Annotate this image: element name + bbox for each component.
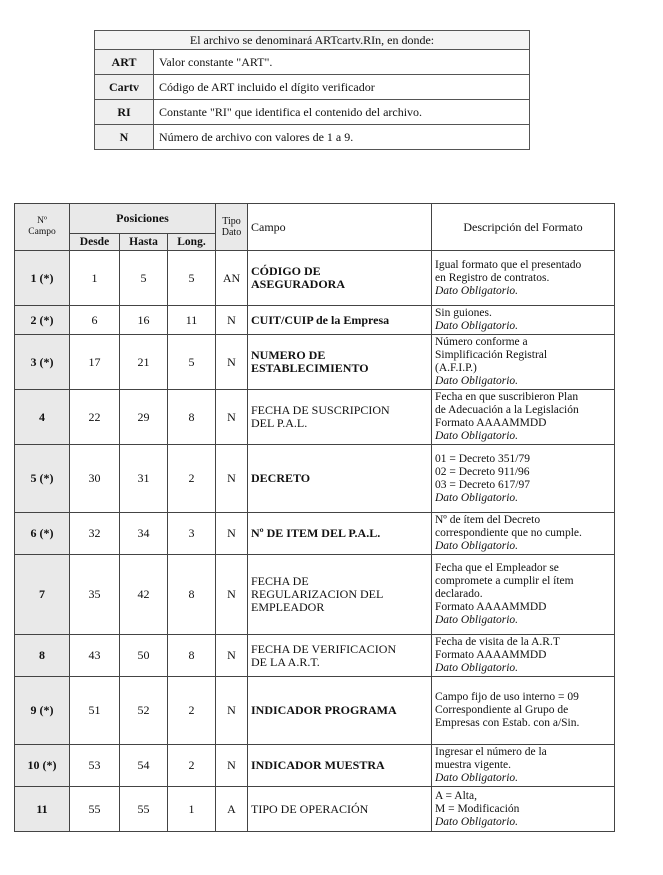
field-name-line: NUMERO DE (251, 348, 326, 362)
field-name-line: CUIT/CUIP de la Empresa (251, 312, 390, 327)
description-line: Ingresar el número de la (435, 746, 547, 758)
field-number: 7 (15, 555, 70, 635)
required-note: Dato Obligatorio. (435, 772, 519, 784)
field-name (248, 306, 432, 335)
table-row (15, 306, 615, 335)
position-to: 5 (120, 251, 168, 306)
field-name (248, 513, 432, 555)
description-line: 03 = Decreto 617/97 (435, 478, 530, 491)
position-from: 55 (70, 787, 120, 832)
required-note: Dato Obligatorio. (435, 430, 519, 442)
field-length: 5 (168, 335, 216, 390)
position-to: 31 (120, 445, 168, 513)
field-name (248, 555, 432, 635)
description-line: declarado. (435, 588, 483, 600)
table-row (15, 555, 615, 635)
description-line: M = Modificación (435, 802, 520, 815)
position-from: 53 (70, 745, 120, 787)
position-from: 17 (70, 335, 120, 390)
position-to: 55 (120, 787, 168, 832)
position-from: 30 (70, 445, 120, 513)
definition-value: Constante "RI" que identifica el contenido del archivo. (154, 100, 530, 125)
description-line: 01 = Decreto 351/79 (435, 452, 530, 465)
description-line: 02 = Decreto 911/96 (435, 465, 530, 478)
description-line: Sin guiones. (435, 307, 492, 319)
field-number: 4 (15, 390, 70, 445)
field-name (248, 335, 432, 390)
data-type: N (216, 335, 248, 390)
data-type: N (216, 555, 248, 635)
field-name-line: REGULARIZACION DEL (251, 587, 384, 601)
required-note: Dato Obligatorio. (435, 491, 519, 504)
field-name-line: FECHA DE VERIFICACION (251, 641, 397, 656)
definition-title: El archivo se denominará ARTcartv.RIn, en donde: (95, 31, 530, 50)
field-name (248, 445, 432, 513)
position-to: 54 (120, 745, 168, 787)
data-type: N (216, 306, 248, 335)
table-row (15, 390, 615, 445)
field-length: 3 (168, 513, 216, 555)
data-type: N (216, 677, 248, 745)
position-from: 51 (70, 677, 120, 745)
format-description (432, 251, 615, 306)
table-row (15, 513, 615, 555)
field-name-line: ASEGURADORA (251, 277, 346, 291)
field-name-line: ESTABLECIMIENTO (251, 361, 369, 375)
header-field-number: Nº Campo (15, 204, 70, 251)
data-type: A (216, 787, 248, 832)
table-row (15, 335, 615, 390)
position-to: 21 (120, 335, 168, 390)
description-line: A = Alta, (435, 789, 477, 802)
position-from: 32 (70, 513, 120, 555)
required-note: Dato Obligatorio. (435, 320, 519, 332)
field-length: 1 (168, 787, 216, 832)
field-length: 2 (168, 445, 216, 513)
format-description (432, 787, 615, 832)
field-name-line: INDICADOR PROGRAMA (251, 703, 397, 717)
header-field: Campo (248, 204, 432, 251)
description-line: Fecha que el Empleador se (435, 562, 559, 574)
field-name-line: EMPLEADOR (251, 600, 325, 614)
required-note: Dato Obligatorio. (435, 284, 519, 297)
position-to: 16 (120, 306, 168, 335)
description-line: (A.F.I.P.) (435, 362, 477, 374)
field-name-line: DEL P.A.L. (251, 416, 308, 430)
field-length: 2 (168, 745, 216, 787)
format-description (432, 555, 615, 635)
definition-value: Número de archivo con valores de 1 a 9. (154, 125, 530, 150)
position-to: 50 (120, 635, 168, 677)
field-number: 1 (*) (15, 251, 70, 306)
field-length: 5 (168, 251, 216, 306)
format-description (432, 445, 615, 513)
required-note: Dato Obligatorio. (435, 540, 519, 552)
description-line: en Registro de contratos. (435, 271, 550, 284)
field-length: 11 (168, 306, 216, 335)
description-line: Campo fijo de uso interno = 09 (435, 691, 579, 703)
field-number: 9 (*) (15, 677, 70, 745)
description-line: Número conforme a (435, 336, 528, 348)
position-to: 34 (120, 513, 168, 555)
description-line: muestra vigente. (435, 759, 512, 771)
field-name (248, 635, 432, 677)
position-from: 43 (70, 635, 120, 677)
description-line: Formato AAAAMMDD (435, 417, 547, 429)
field-name (248, 677, 432, 745)
table-row (15, 745, 615, 787)
field-rows (15, 251, 615, 832)
position-to: 29 (120, 390, 168, 445)
field-name-line: TIPO DE OPERACIÓN (251, 801, 369, 816)
table-row (15, 445, 615, 513)
position-from: 35 (70, 555, 120, 635)
file-name-definition-table (94, 30, 530, 150)
data-type: AN (216, 251, 248, 306)
header-from: Desde (70, 234, 120, 251)
field-number: 10 (*) (15, 745, 70, 787)
header-format-description: Descripción del Formato (432, 204, 615, 251)
field-name-line: INDICADOR MUESTRA (251, 758, 385, 772)
field-format-table (14, 203, 615, 832)
field-name (248, 390, 432, 445)
field-number: 2 (*) (15, 306, 70, 335)
required-note: Dato Obligatorio. (435, 815, 519, 828)
data-type: N (216, 745, 248, 787)
description-line: Igual formato que el presentado (435, 258, 582, 271)
position-from: 6 (70, 306, 120, 335)
data-type: N (216, 513, 248, 555)
description-line: de Adecuación a la Legislación (435, 404, 579, 416)
format-description (432, 745, 615, 787)
field-name-line: DE LA A.R.T. (251, 654, 320, 669)
field-name-line: DECRETO (251, 471, 311, 485)
definition-key: RI (95, 100, 154, 125)
definition-key: N (95, 125, 154, 150)
required-note: Dato Obligatorio. (435, 662, 519, 674)
format-description (432, 390, 615, 445)
table-row (15, 635, 615, 677)
required-note: Dato Obligatorio. (435, 375, 519, 387)
header-positions: Posiciones (70, 204, 216, 234)
table-row (15, 677, 615, 745)
field-name-line: CÓDIGO DE (251, 264, 321, 278)
field-number: 11 (15, 787, 70, 832)
field-number: 8 (15, 635, 70, 677)
description-line: compromete a cumplir el ítem (435, 575, 574, 587)
definition-key: Cartv (95, 75, 154, 100)
field-name (248, 745, 432, 787)
format-description (432, 513, 615, 555)
format-description (432, 635, 615, 677)
table-row (15, 251, 615, 306)
description-line: Empresas con Estab. con a/Sin. (435, 717, 580, 729)
format-description (432, 335, 615, 390)
field-name (248, 251, 432, 306)
definition-value: Código de ART incluido el dígito verificador (154, 75, 530, 100)
header-length: Long. (168, 234, 216, 251)
field-number: 6 (*) (15, 513, 70, 555)
description-line: Formato AAAAMMDD (435, 649, 547, 661)
field-name-line: FECHA DE (251, 574, 309, 588)
definition-key: ART (95, 50, 154, 75)
field-length: 8 (168, 635, 216, 677)
field-number: 3 (*) (15, 335, 70, 390)
field-name (248, 787, 432, 832)
position-to: 42 (120, 555, 168, 635)
position-from: 22 (70, 390, 120, 445)
field-number: 5 (*) (15, 445, 70, 513)
header-data-type: Tipo Dato (216, 204, 248, 251)
position-from: 1 (70, 251, 120, 306)
header-to: Hasta (120, 234, 168, 251)
data-type: N (216, 445, 248, 513)
description-line: Nº de ítem del Decreto (435, 514, 541, 526)
description-line: Correspondiente al Grupo de (435, 704, 569, 716)
field-length: 2 (168, 677, 216, 745)
field-length: 8 (168, 390, 216, 445)
data-type: N (216, 635, 248, 677)
format-description (432, 306, 615, 335)
field-name-line: Nº DE ITEM DEL P.A.L. (251, 526, 381, 540)
data-type: N (216, 390, 248, 445)
field-name-line: FECHA DE SUSCRIPCION (251, 403, 390, 417)
description-line: correspondiente que no cumple. (435, 527, 582, 539)
field-length: 8 (168, 555, 216, 635)
description-line: Fecha de visita de la A.R.T (435, 636, 560, 648)
format-description (432, 677, 615, 745)
required-note: Dato Obligatorio. (435, 614, 519, 626)
definition-value: Valor constante "ART". (154, 50, 530, 75)
description-line: Simplificación Registral (435, 349, 548, 361)
position-to: 52 (120, 677, 168, 745)
table-row (15, 787, 615, 832)
description-line: Formato AAAAMMDD (435, 601, 547, 613)
description-line: Fecha en que suscribieron Plan (435, 391, 579, 403)
